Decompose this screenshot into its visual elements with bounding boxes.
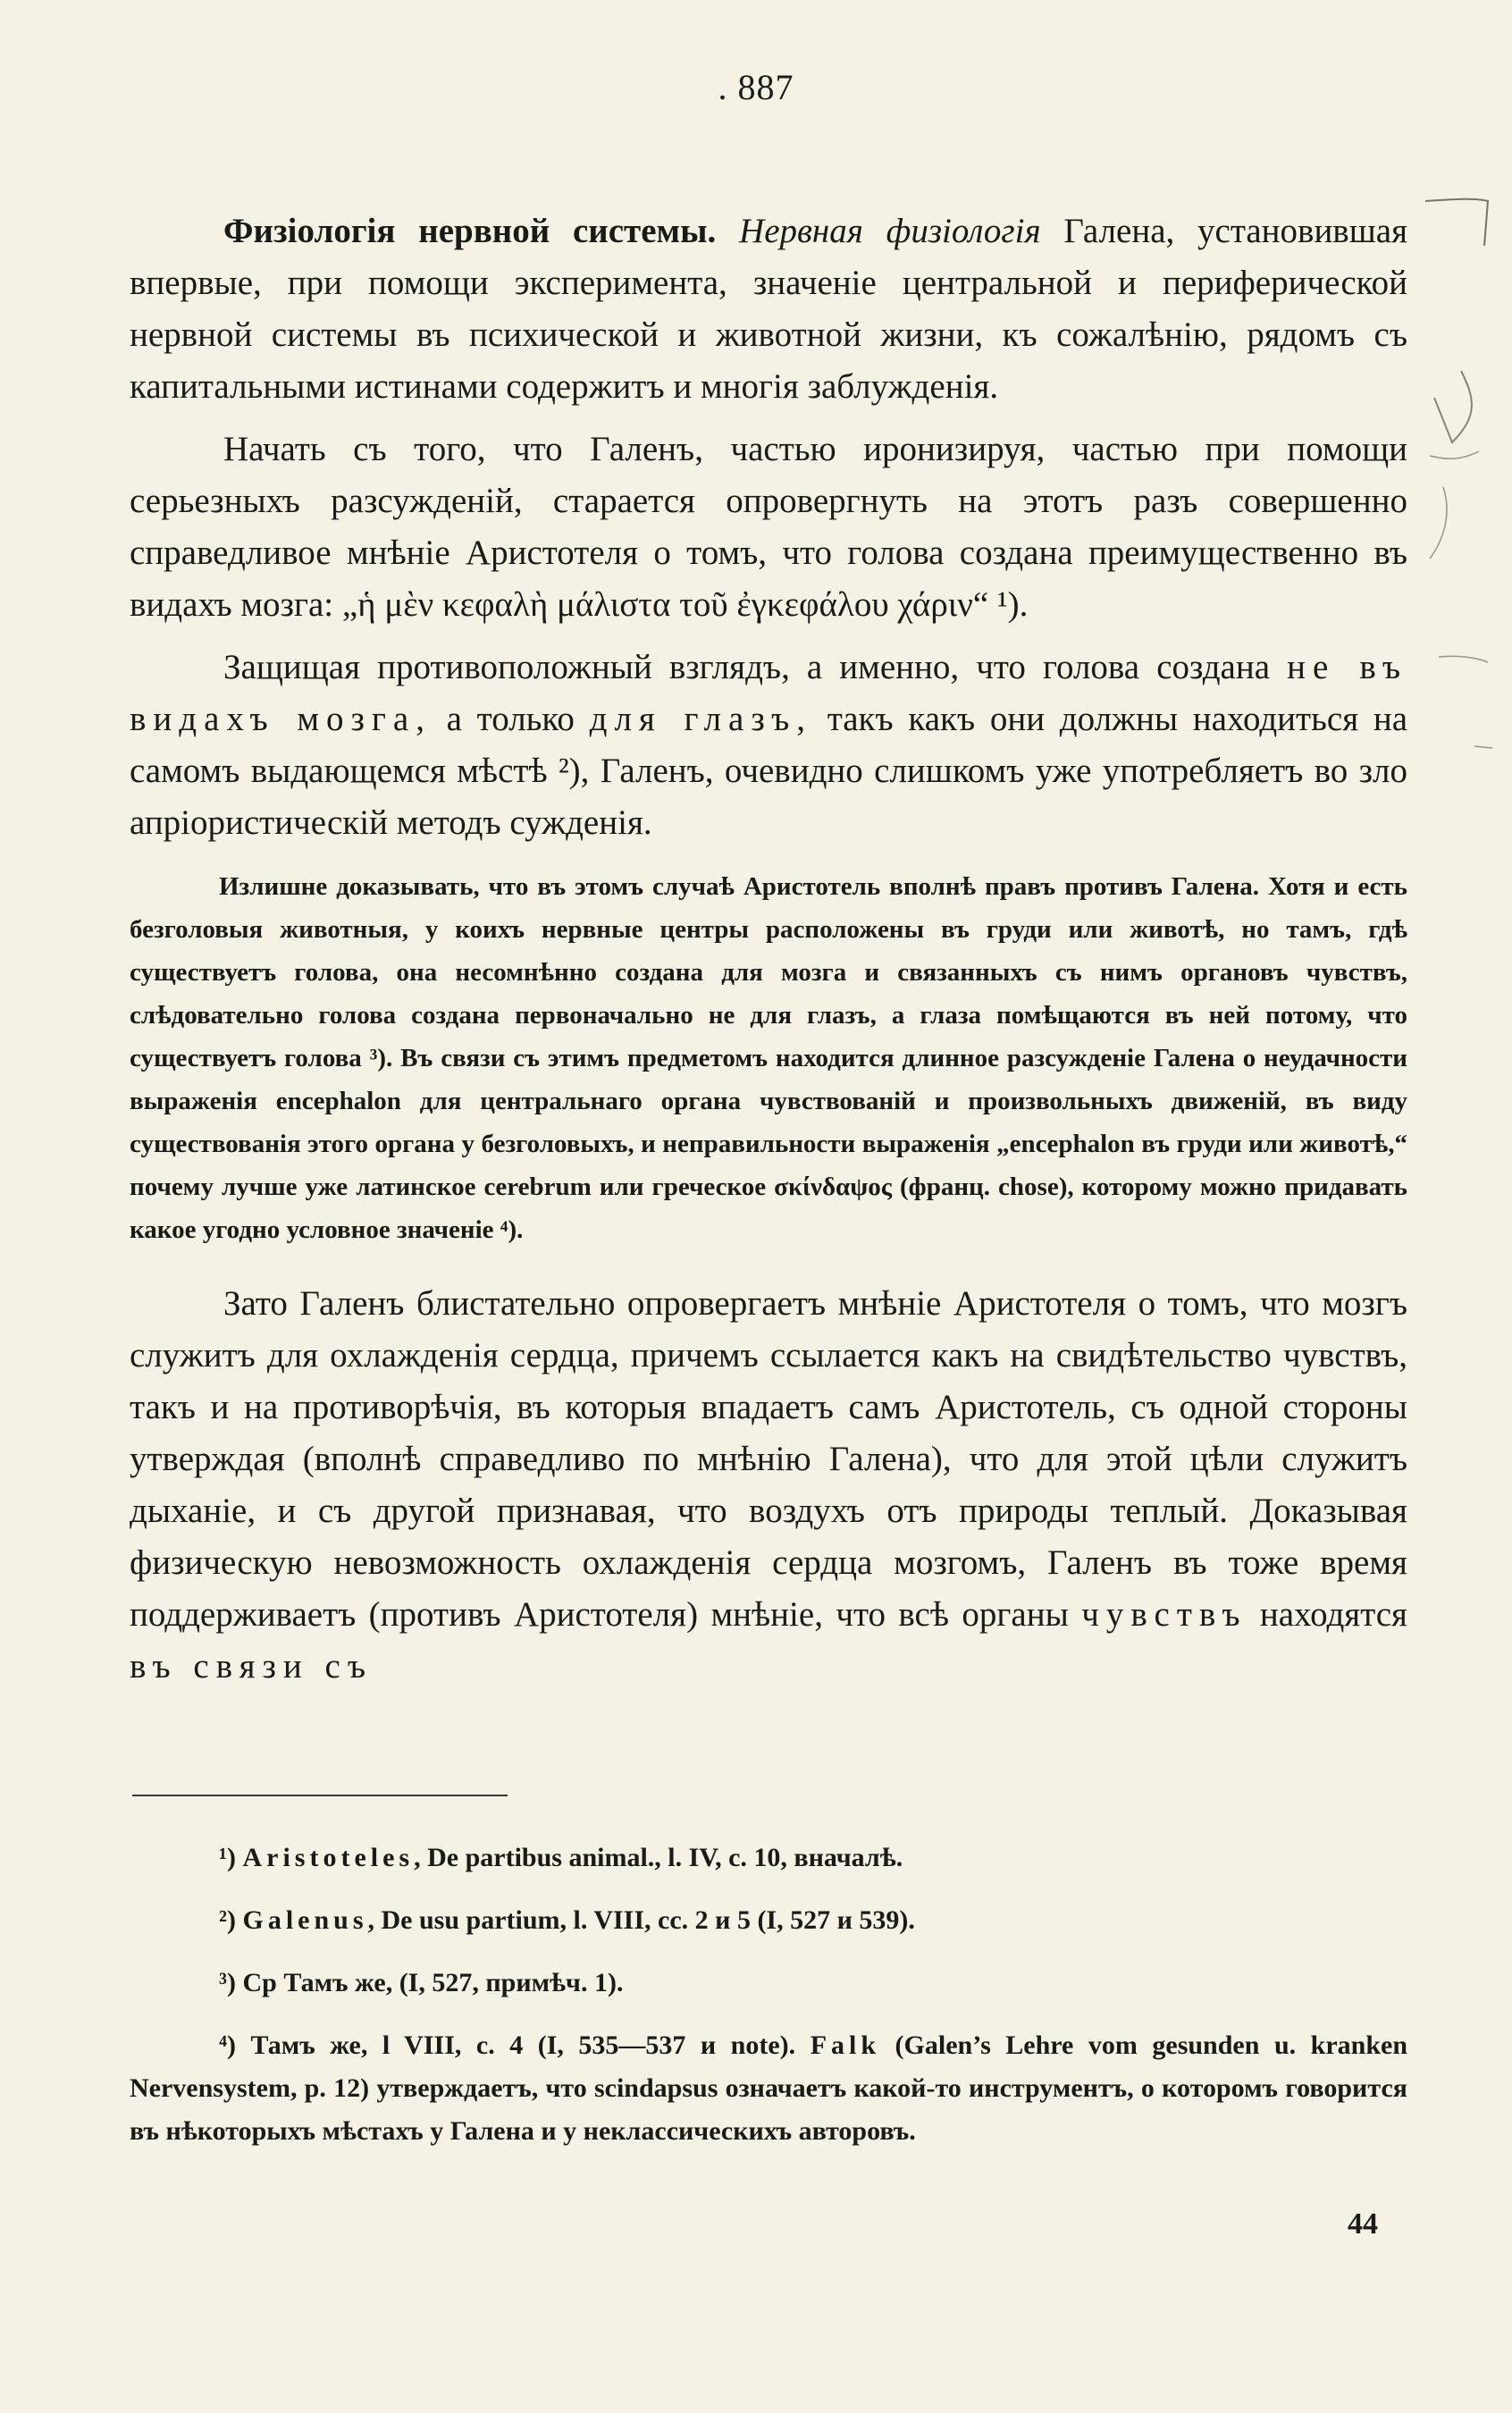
spaced-phrase-in-connection: въ связи съ [130,1647,374,1686]
spaced-word-senses: чувствъ [1081,1595,1247,1634]
section-heading: Физіологія нервной системы. [223,212,717,250]
footnote-2-author: Galenus [242,1905,368,1935]
paragraph-4-text-c: находятся [1247,1595,1408,1634]
footnote-2-text: , De usu partium, l. VIII, cc. 2 и 5 (I, 527 и 539). [367,1905,915,1935]
paragraph-4-text-a: Зато Галенъ блистательно опровергаетъ мнѣніе Аристотеля о томъ, что мозгъ служитъ для охлажденія сердца, причемъ ссылается какъ на свидѣтельство чувствъ, такъ и на противорѣчія, въ которыя впадаетъ самъ Аристотель, съ одной стороны утверждая (вполнѣ справедливо по мнѣнію Галена), что для этой цѣли служитъ дыханіе, и съ другой признавая, что воздухъ отъ природы теплый. Доказывая физическую невозможность охлажденія сердца мозгомъ, Галенъ въ тоже время поддерживаетъ (противъ Аристотеля) мнѣніе, что всѣ органы [130,1284,1407,1634]
signature-mark: 44 [1348,2207,1378,2241]
footnote-1 [130,1837,1407,1879]
paragraph-3 [130,642,1407,849]
paragraph-1 [130,206,1407,413]
footnote-2 [130,1899,1407,1942]
footnote-4 [130,2024,1407,2153]
paragraph-3-text-a: Защищая противоположный взглядъ, а именно, что голова создана [223,648,1288,686]
page-number: . 887 [718,67,794,107]
margin-annotation-marks [1425,192,1497,836]
footnotes [130,1837,1407,2153]
footnote-3: ³) Cp Тамъ же, (I, 527, примѣч. 1). [219,1968,624,1997]
footnote-4-text-b: (Galen’s Lehre vom gesunden u. kranken Nervensystem, p. 12) утверждаетъ, что scindapsus означаетъ какой-то инструментъ, о которомъ говорится въ нѣкоторыхъ мѣстахъ у Галена и у неклассическихъ авторовъ. [130,2030,1408,2146]
footnote-1-author: Aristoteles [242,1843,415,1872]
paragraph-2: Начать съ того, что Галенъ, частью иронизируя, частью при помощи серьезныхъ разсужденій, старается опровергнуть на этотъ разъ совершенно справедливое мнѣніе Аристотеля о томъ, что голова создана преимущественно въ видахъ мозга: „ἡ μὲν κεφαλὴ μάλιστα τοῦ ἐγκεφάλου χάριν“ ¹). [130,430,1407,624]
paragraph-1-text: Галена, установившая впервые, при помощи эксперимента, значеніе центральной и периферической нервной системы въ психической и животной жизни, къ сожалѣнію, рядомъ съ капитальными истинами содержитъ и многія заблужденія. [130,212,1408,406]
main-text [130,206,1407,1703]
footnote-2-mark: ²) [219,1905,243,1935]
paragraph-3-text-e: такъ какъ они должны находиться на самомъ выдающемся мѣстѣ ²), Галенъ, очевидно слишкомъ уже употребляетъ во зло апріористическій методъ сужденія. [130,700,1408,842]
footnote-4-text-a: ⁴) Тамъ же, l VIII, c. 4 (I, 535—537 и note). [219,2030,811,2060]
paragraph-3-text-c: а только [431,700,590,738]
footnote-4-author: Falk [810,2030,881,2060]
paragraph-4 [130,1278,1407,1693]
italic-term: Нервная физіологія [739,212,1041,250]
footnote-1-mark: ¹) [219,1843,243,1872]
small-print-note: Излишне доказывать, что въ этомъ случаѣ Аристотель вполнѣ правъ противъ Галена. Хотя и есть безголовыя животныя, у коихъ нервные центры расположены въ груди или животѣ, но тамъ, гдѣ существуетъ голова, она несомнѣнно создана для мозга и связанныхъ съ нимъ органовъ чувствъ, слѣдовательно голова создана первоначально не для глазъ, а глаза помѣщаются въ ней потому, что существуетъ голова ³). Въ связи съ этимъ предметомъ находится длинное разсужденіе Галена о неудачности выраженія encephalon для центральнаго органа чувствованій и произвольныхъ движеній, въ виду существованія этого органа у безголовыхъ, и неправильности выраженія „encephalon въ груди или животѣ,“ почему лучше уже латинское cerebrum или греческое σκίνδαψος (франц. chose), которому можно придавать какое угодно условное значеніе ⁴). [130,872,1407,1244]
footnote-divider [132,1795,508,1796]
footnote-1-text: , De partibus animal., l. IV, c. 10, вначалѣ. [414,1843,903,1872]
spaced-phrase-not-for-brain: не въ видахъ мозга, [130,648,1407,738]
spaced-phrase-for-eyes: для глазъ, [589,700,812,738]
